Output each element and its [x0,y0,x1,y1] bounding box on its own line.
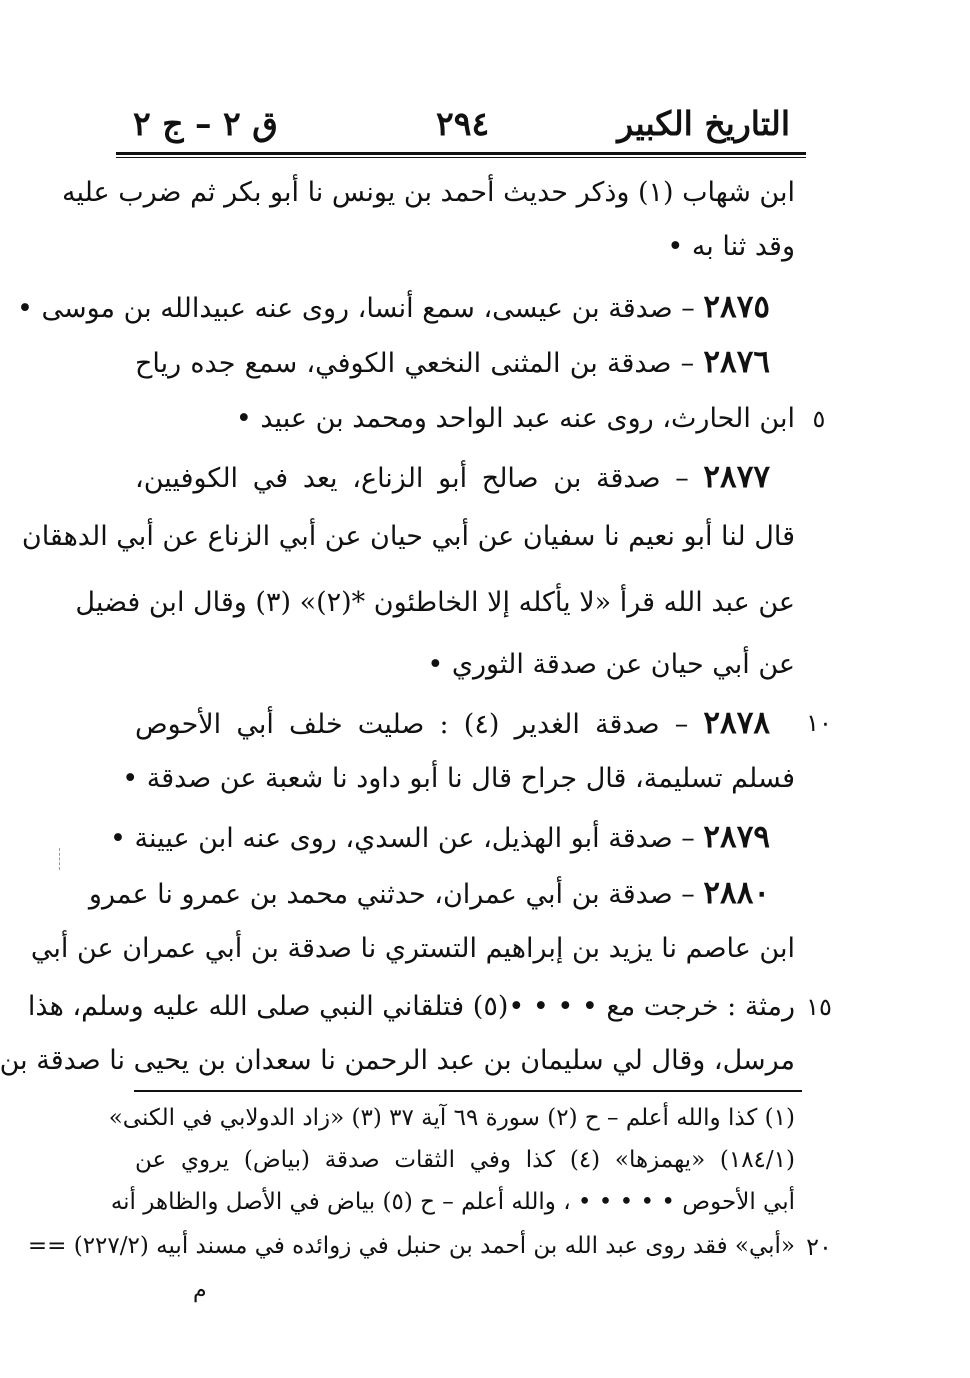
signature-mark: م [193,1278,207,1303]
text-line: عن عبد الله قرأ «لا يأكله إلا الخاطئون *(٢)» (٣) وقال ابن فضيل [75,587,795,618]
text-line: ابن عاصم نا يزيد بن إبراهيم التستري نا صدقة بن أبي عمران عن أبي [30,933,795,964]
entry-number: ٢٨٧٦ [703,344,770,380]
entry-number: ٢٨٧٩ [703,819,770,855]
footnote-rule [134,1090,802,1092]
book-title: التاريخ الكبير [617,104,790,143]
header-rule-thin [116,157,806,158]
text-line: مرسل، وقال لي سليمان بن عبد الرحمن نا سعدان بن يحيى نا صدقة بن [0,1045,795,1076]
line-marker: ١٠ [806,709,832,737]
line-marker: ٥ [812,405,826,433]
line-marker: ٢٠ [806,1233,832,1261]
header-rule [116,152,806,155]
entry-line: ٢٨٧٥ – صدقة بن عيسى، سمع أنسا، روى عنه عبيدالله بن موسى • [16,289,770,325]
footnote-line: (١) كذا والله أعلم – ح (٢) سورة ٦٩ آية ٣٧ (٣) «زاد الدولابي في الكنى» [108,1105,795,1131]
entry-number: ٢٨٧٧ [703,459,770,495]
entry-number: ٢٨٧٨ [703,705,770,741]
entry-line: ٢٨٨٠ – صدقة بن أبي عمران، حدثني محمد بن عمرو نا عمرو [88,875,770,911]
footnote-line: (١٨٤/١) «يهمزها» (٤) كذا وفي الثقات صدقة (بياض) يروي عن [135,1147,795,1173]
margin-mark [59,848,61,870]
text-line: ابن شهاب (١) وذكر حديث أحمد بن يونس نا أبو بكر ثم ضرب عليه [61,177,795,208]
volume-marker: ق ٢ – ج ٢ [133,104,278,143]
entry-line: ٢٨٧٨ – صدقة الغدير (٤) : صليت خلف أبي الأحوص [135,705,770,741]
entry-number: ٢٨٧٥ [703,289,770,325]
entry-number: ٢٨٨٠ [703,875,770,911]
text-line: رمثة : خرجت مع • • • •(٥) فتلقاني النبي صلى الله عليه وسلم، هذا [27,991,795,1022]
text-line: قال لنا أبو نعيم نا سفيان عن أبي حيان عن أبي الزناع عن أبي الدهقان [21,521,795,552]
text-line: عن أبي حيان عن صدقة الثوري • [427,649,795,680]
line-marker: ١٥ [806,993,832,1021]
footnote-line: «أبي» فقد روى عبد الله بن أحمد بن حنبل في زوائده في مسند أبيه (٢٢٧/٢) == [27,1233,795,1259]
entry-line: ٢٨٧٩ – صدقة أبو الهذيل، عن السدي، روى عنه ابن عيينة • [110,819,770,855]
entry-line: ٢٨٧٦ – صدقة بن المثنى النخعي الكوفي، سمع جده رياح [135,344,770,380]
footnote-line: أبي الأحوص • • • • • ، والله أعلم – ح (٥) بياض في الأصل والظاهر أنه [110,1189,795,1215]
page-number: ٢٩٤ [436,104,490,143]
entry-line: ٢٨٧٧ – صدقة بن صالح أبو الزناع، يعد في الكوفيين، [135,459,770,495]
text-line: وقد ثنا به • [667,231,795,262]
text-line: ابن الحارث، روى عنه عبد الواحد ومحمد بن عبيد • [235,403,795,434]
text-line: فسلم تسليمة، قال جراح قال نا أبو داود نا شعبة عن صدقة • [122,763,795,794]
